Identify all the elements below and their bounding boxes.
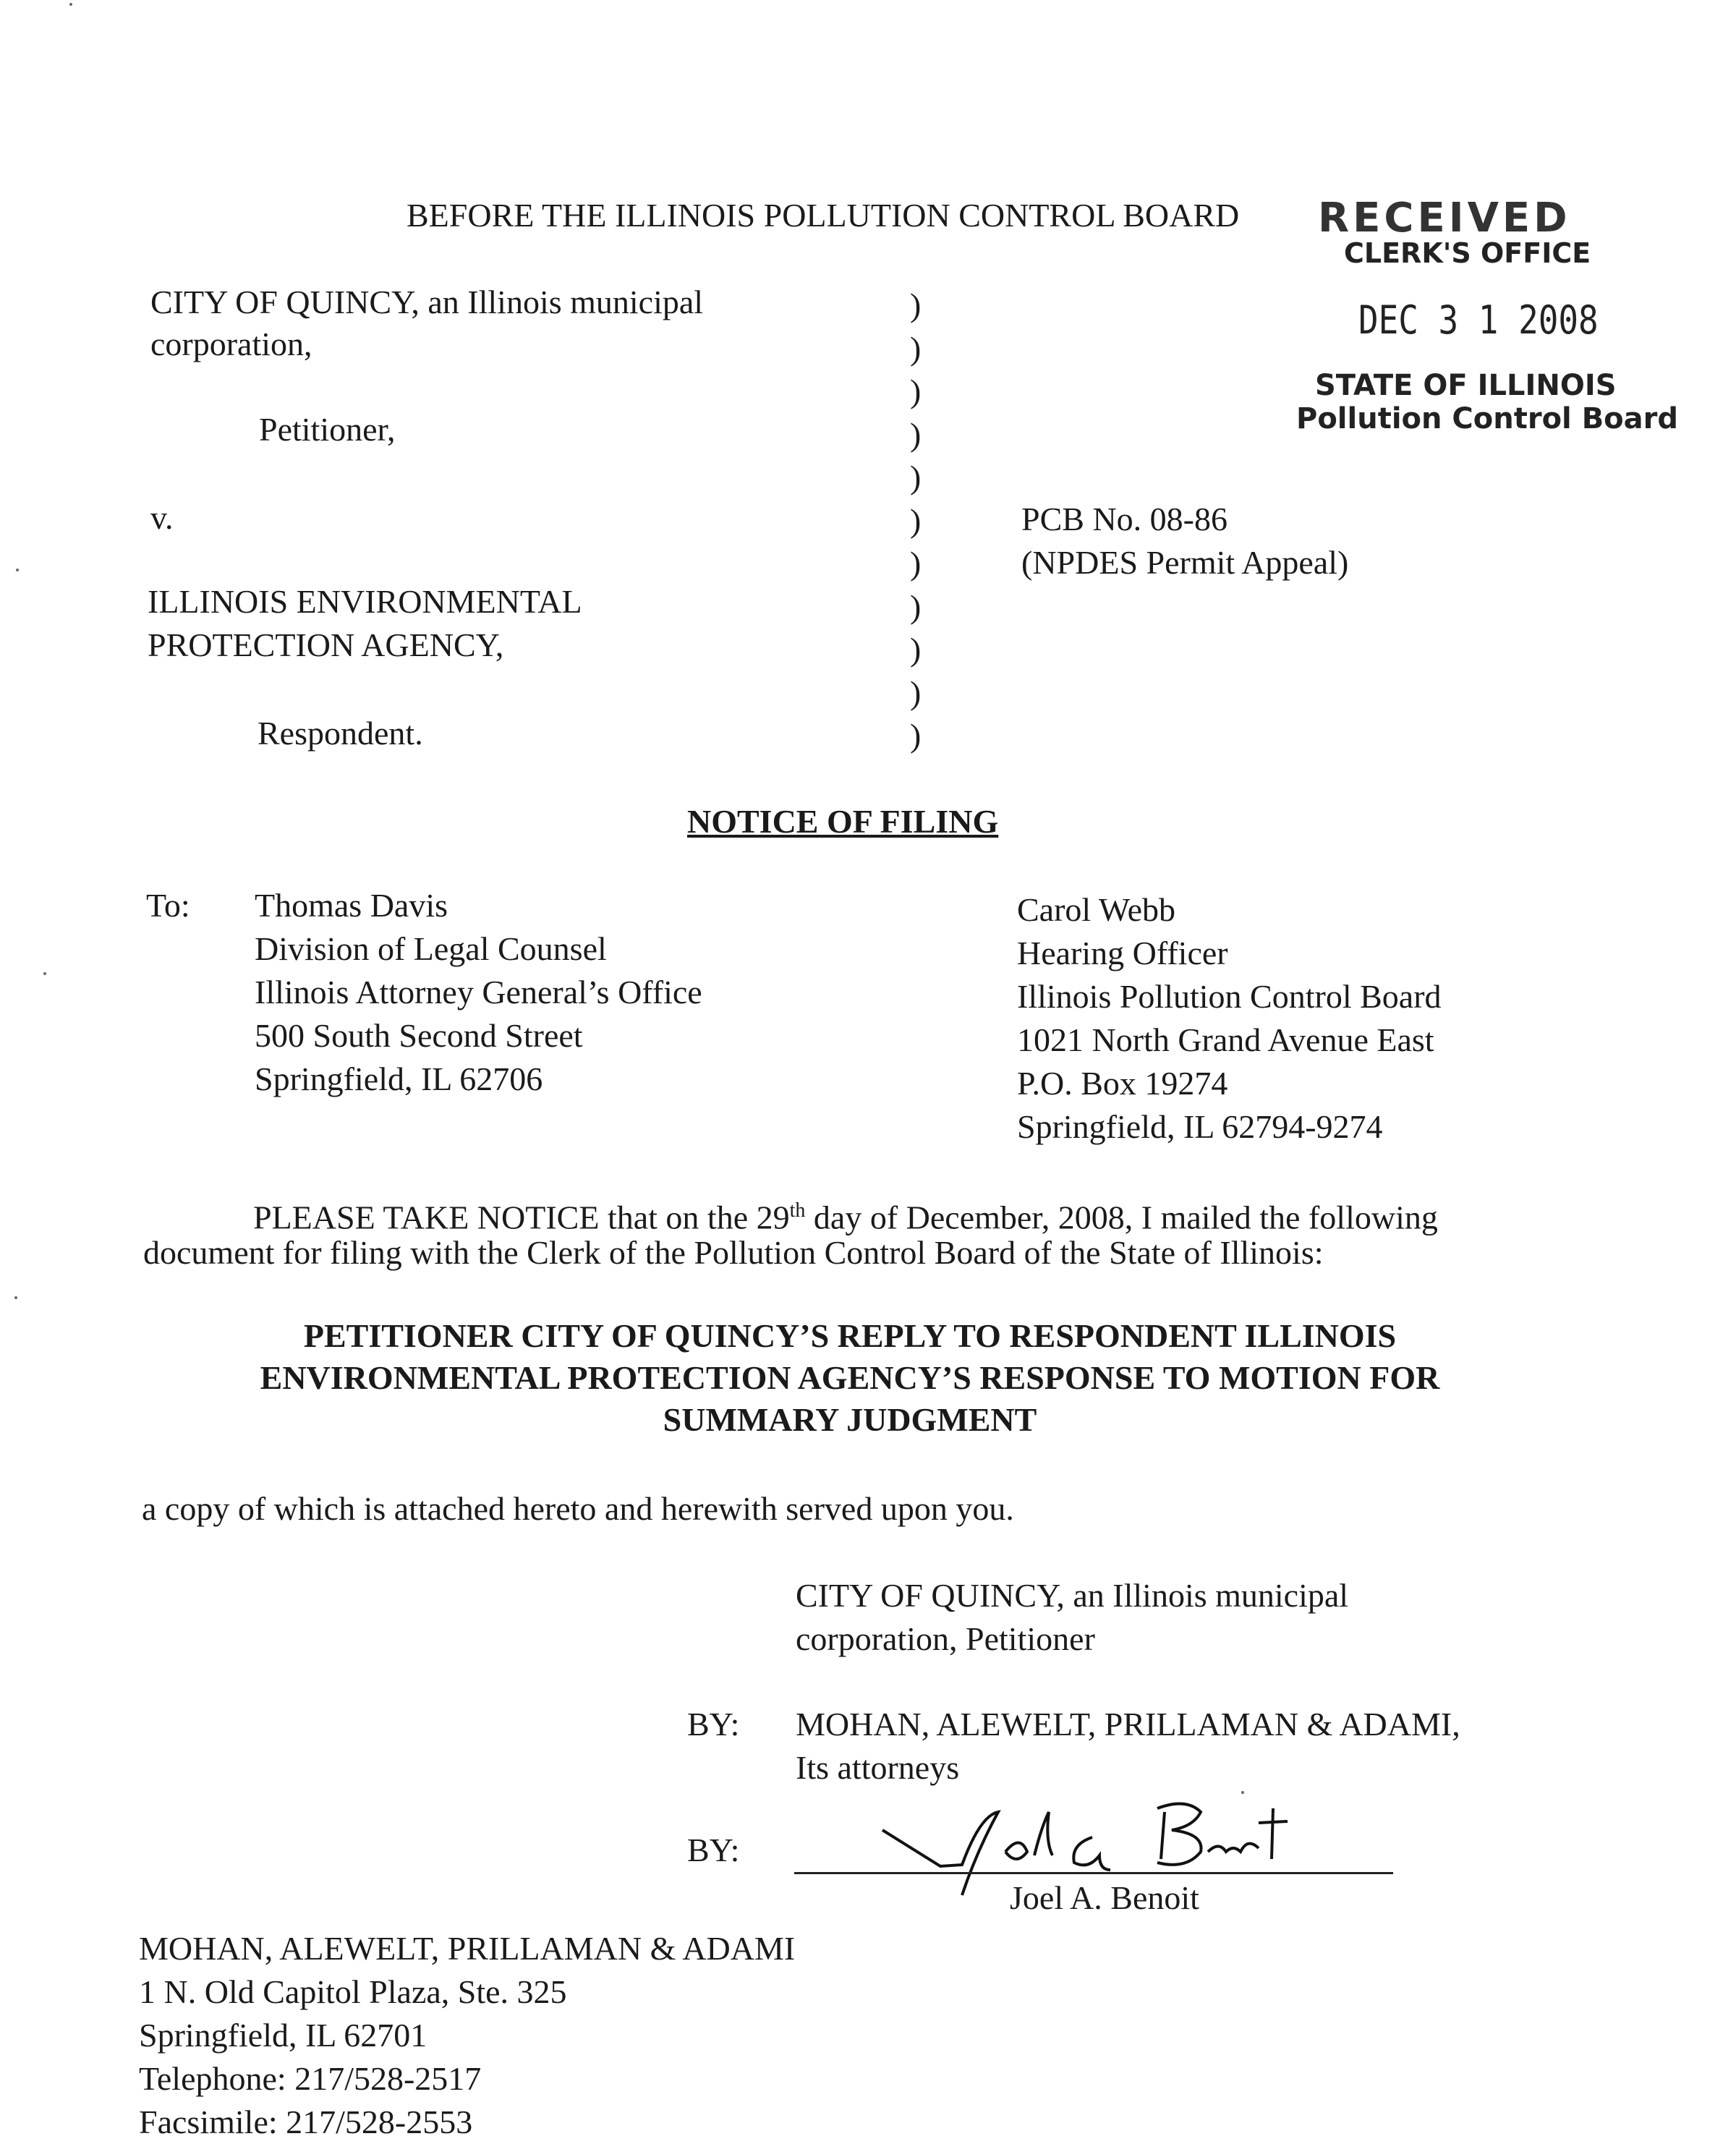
paren: ): [910, 587, 922, 625]
scan-speck: [16, 569, 19, 571]
petitioner-name-line2: corporation,: [150, 326, 312, 362]
recipient-1-line: Thomas Davis: [255, 887, 448, 924]
scan-speck: [14, 1296, 17, 1299]
paren: ): [910, 329, 922, 367]
stamp-received: RECEIVED: [1318, 195, 1571, 242]
firm-line1: MOHAN, ALEWELT, PRILLAMAN & ADAMI,: [796, 1706, 1460, 1743]
respondent-role: Respondent.: [258, 715, 423, 752]
petitioner-name-line1: CITY OF QUINCY, an Illinois municipal: [150, 284, 704, 320]
caption-parentheses: [910, 284, 921, 757]
firm-line2: Its attorneys: [796, 1749, 960, 1786]
firm-address-line: 1 N. Old Capitol Plaza, Ste. 325: [139, 1973, 567, 2010]
firm-address-line: Springfield, IL 62701: [139, 2017, 427, 2054]
recipient-2-line: P.O. Box 19274: [1017, 1065, 1228, 1102]
scan-speck: [43, 972, 46, 975]
case-type: (NPDES Permit Appeal): [1021, 544, 1349, 581]
paren: ): [910, 673, 922, 711]
scan-speck: [69, 3, 72, 6]
recipient-2-line: Illinois Pollution Control Board: [1017, 978, 1442, 1015]
recipient-2-line: Carol Webb: [1017, 891, 1176, 928]
stamp-date: DEC 3 1 2008: [1358, 297, 1599, 343]
document-title-line: ENVIRONMENTAL PROTECTION AGENCY’S RESPONSE TO MOTION FOR: [260, 1359, 1440, 1396]
respondent-name-line1: ILLINOIS ENVIRONMENTAL: [148, 583, 582, 620]
firm-address-line: Facsimile: 217/528-2553: [139, 2103, 473, 2140]
paren: ): [910, 373, 922, 409]
paren: ): [910, 717, 922, 754]
notice-body-line2: document for filing with the Clerk of the Pollution Control Board of the State of Illinois:: [143, 1234, 1324, 1271]
board-title: BEFORE THE ILLINOIS POLLUTION CONTROL BOARD: [407, 197, 1240, 234]
firm-address: [139, 1927, 795, 2144]
by-label-2: BY:: [687, 1832, 740, 1868]
stamp-board: Pollution Control Board: [1296, 402, 1679, 435]
document-title: [145, 1315, 1555, 1441]
notice-body-sup: th: [789, 1199, 806, 1222]
recipient-2-line: Springfield, IL 62794-9274: [1017, 1108, 1383, 1145]
scan-speck: [1241, 1791, 1244, 1794]
to-label: To:: [146, 887, 190, 924]
party-line1: CITY OF QUINCY, an Illinois municipal: [796, 1577, 1349, 1614]
notice-body-post: day of December, 2008, I mailed the following: [805, 1199, 1438, 1236]
notice-body-pre: PLEASE TAKE NOTICE that on the 29: [253, 1199, 790, 1236]
paren: ): [910, 459, 922, 495]
paren: ): [910, 545, 922, 582]
respondent-name-line2: PROTECTION AGENCY,: [148, 626, 504, 663]
notice-heading: NOTICE OF FILING: [687, 803, 999, 840]
recipient-1-line: 500 South Second Street: [255, 1017, 583, 1054]
paren: ): [910, 415, 922, 453]
stamp-clerks-office: CLERK'S OFFICE: [1344, 237, 1591, 269]
recipient-2-line: Hearing Officer: [1017, 935, 1228, 971]
recipient-1-line: Springfield, IL 62706: [255, 1060, 543, 1097]
paren: ): [910, 286, 922, 323]
stamp-state: STATE OF ILLINOIS: [1315, 369, 1617, 402]
document-title-line: SUMMARY JUDGMENT: [663, 1401, 1037, 1438]
firm-address-line: MOHAN, ALEWELT, PRILLAMAN & ADAMI: [139, 1930, 796, 1967]
case-number: PCB No. 08-86: [1021, 501, 1227, 537]
recipient-2-line: 1021 North Grand Avenue East: [1017, 1021, 1434, 1058]
signature-line: [794, 1872, 1393, 1874]
firm-address-line: Telephone: 217/528-2517: [139, 2060, 482, 2097]
recipient-1-line: Division of Legal Counsel: [255, 930, 607, 967]
document-title-line: PETITIONER CITY OF QUINCY’S REPLY TO RESPONDENT ILLINOIS: [303, 1317, 1397, 1354]
recipient-2: [1017, 888, 1442, 1149]
paren: ): [910, 501, 922, 539]
recipient-1: [255, 884, 702, 1101]
petitioner-role: Petitioner,: [259, 411, 396, 448]
by-label-1: BY:: [687, 1706, 740, 1743]
closing-line: a copy of which is attached hereto and herewith served upon you.: [142, 1490, 1014, 1527]
versus: v.: [150, 499, 174, 536]
paren: ): [910, 631, 922, 668]
party-line2: corporation, Petitioner: [796, 1620, 1095, 1657]
signer-name: Joel A. Benoit: [1010, 1879, 1199, 1916]
recipient-1-line: Illinois Attorney General’s Office: [255, 974, 702, 1011]
